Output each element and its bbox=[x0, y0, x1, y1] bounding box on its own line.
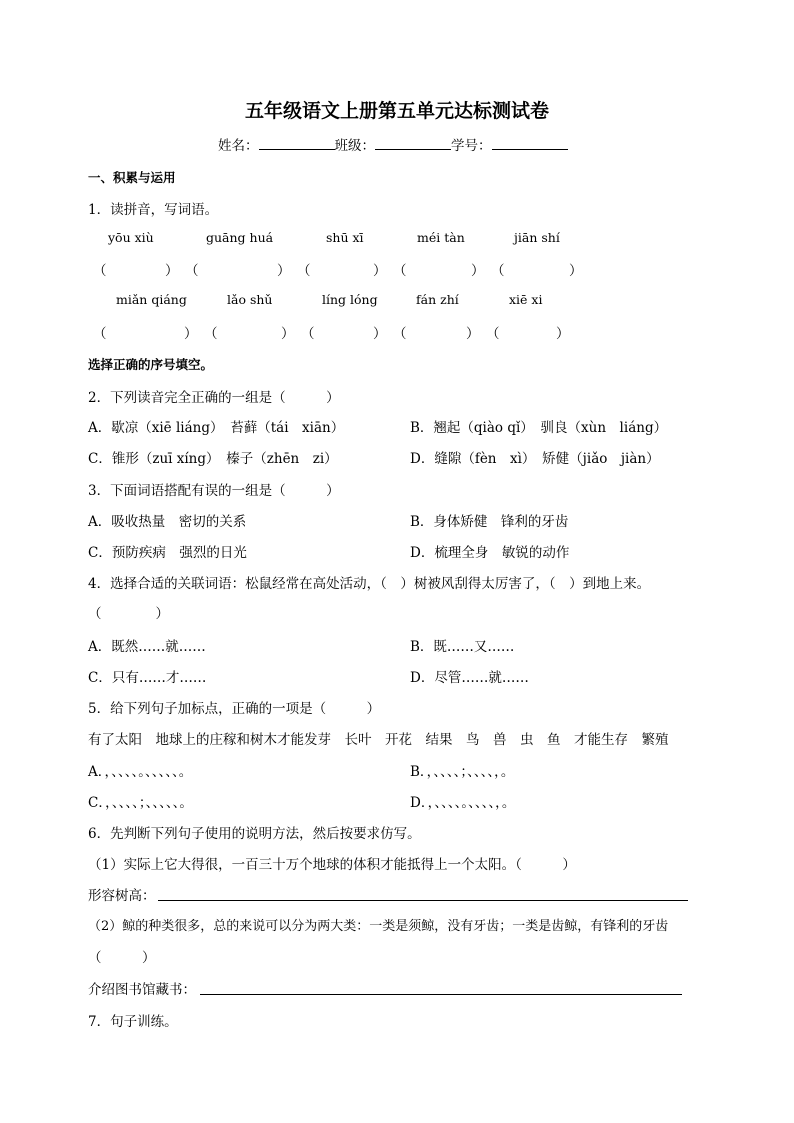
question-6-sentence-2: （2）鲸的种类很多，总的来说可以分为两大类：一类是须鲸，没有牙齿；一类是齿鲸，有锋利的牙齿 bbox=[88, 919, 669, 934]
class-label: 班级： bbox=[334, 138, 375, 154]
answer-bracket-open: （ bbox=[185, 263, 199, 279]
answer-bracket-open: （ bbox=[393, 263, 407, 279]
option-c: C．，、、、、；、、、、、。 bbox=[88, 795, 193, 811]
answer-bracket-close: ） bbox=[471, 263, 485, 279]
pinyin: yōu xiù bbox=[108, 230, 154, 245]
option-d: D．梳理全身 敏锐的动作 bbox=[410, 545, 570, 561]
question-1-stem: 1．读拼音，写词语。 bbox=[88, 202, 219, 218]
answer-bracket-open: （ bbox=[301, 326, 315, 342]
question-4-stem: 4．选择合适的关联词语：松鼠经常在高处活动，（ ）树被风刮得太厉害了，（ ）到地上来。 bbox=[88, 576, 651, 592]
pinyin: lǎo shǔ bbox=[227, 292, 273, 307]
answer-bracket-close: ） bbox=[556, 326, 570, 342]
option-b: B．翘起（qiào qǐ） 驯良（xùn liáng） bbox=[410, 420, 668, 436]
answer-bracket-open: （ bbox=[486, 326, 500, 342]
id-label: 学号： bbox=[451, 138, 492, 154]
answer-bracket-close: ） bbox=[373, 326, 387, 342]
section-heading: 一、积累与运用 bbox=[88, 170, 176, 185]
answer-bracket-open: （ bbox=[393, 326, 407, 342]
option-d: D．，、、、、。、、、、，。 bbox=[410, 795, 516, 811]
pinyin: xiē xi bbox=[509, 292, 543, 307]
question-6-sentence-1: （1）实际上它大得很，一百三十万个地球的体积才能抵得上一个太阳。（ ） bbox=[88, 857, 576, 873]
option-b: B．，、、、、；、、、、，。 bbox=[410, 764, 515, 780]
option-c: C．只有……才…… bbox=[88, 670, 207, 686]
question-3-stem: 3．下面词语搭配有误的一组是（ ） bbox=[88, 483, 340, 499]
page-title: 五年级语文上册第五单元达标测试卷 bbox=[244, 100, 549, 122]
pinyin: jiān shí bbox=[514, 230, 560, 245]
option-a: A．吸收热量 密切的关系 bbox=[88, 514, 247, 530]
answer-bracket-close: ） bbox=[569, 263, 583, 279]
instruction-heading: 选择正确的序号填空。 bbox=[88, 357, 214, 372]
question-6-stem: 6．先判断下列句子使用的说明方法，然后按要求仿写。 bbox=[88, 826, 421, 842]
answer-bracket-close: ） bbox=[184, 326, 198, 342]
pinyin: miǎn qiáng bbox=[116, 292, 187, 307]
id-field[interactable] bbox=[492, 135, 568, 150]
option-a: A．，、、、、。、、、、、。 bbox=[88, 764, 193, 780]
name-field[interactable] bbox=[259, 135, 335, 150]
option-d: D．尽管……就…… bbox=[410, 670, 529, 686]
answer-bracket-open: （ bbox=[491, 263, 505, 279]
answer-bracket-close: ） bbox=[281, 326, 295, 342]
pinyin: guāng huá bbox=[206, 230, 274, 245]
imitation-prompt: 形容树高： bbox=[88, 888, 156, 904]
question-2-stem: 2．下列读音完全正确的一组是（ ） bbox=[88, 390, 340, 406]
option-b: B．身体矫健 锋利的牙齿 bbox=[410, 514, 569, 530]
answer-blank: （ ） bbox=[88, 950, 156, 966]
option-c: C．预防疾病 强烈的日光 bbox=[88, 545, 247, 561]
option-a: A．既然……就…… bbox=[88, 639, 206, 655]
answer-line[interactable] bbox=[200, 994, 682, 995]
answer-line[interactable] bbox=[158, 900, 688, 901]
answer-bracket-close: ） bbox=[165, 263, 179, 279]
imitation-prompt: 介绍图书馆藏书： bbox=[88, 982, 196, 998]
answer-bracket-open: （ bbox=[93, 326, 107, 342]
answer-blank: （ ） bbox=[88, 606, 169, 622]
pinyin: fán zhí bbox=[416, 292, 459, 307]
answer-bracket-close: ） bbox=[373, 263, 387, 279]
answer-bracket-open: （ bbox=[93, 263, 107, 279]
answer-bracket-close: ） bbox=[466, 326, 480, 342]
answer-bracket-open: （ bbox=[204, 326, 218, 342]
name-label: 姓名： bbox=[218, 138, 259, 154]
pinyin: líng lóng bbox=[322, 292, 378, 307]
option-a: A．歇凉（xiē liáng） 苔藓（tái xiān） bbox=[88, 420, 345, 436]
student-info-line bbox=[218, 134, 568, 154]
answer-bracket-open: （ bbox=[297, 263, 311, 279]
question-5-stem: 5．给下列句子加标点，正确的一项是（ ） bbox=[88, 701, 381, 717]
option-d: D．缝隙（fèn xì） 矫健（jiǎo jiàn） bbox=[410, 451, 660, 467]
question-7-stem: 7．句子训练。 bbox=[88, 1014, 178, 1030]
pinyin: méi tàn bbox=[417, 230, 465, 245]
pinyin: shū xī bbox=[326, 230, 364, 245]
answer-bracket-close: ） bbox=[277, 263, 291, 279]
option-c: C．锥形（zuī xíng） 榛子（zhēn zi） bbox=[88, 451, 338, 467]
class-field[interactable] bbox=[375, 135, 451, 150]
question-5-sentence: 有了太阳 地球上的庄稼和树木才能发芽 长叶 开花 结果 鸟 兽 虫 鱼 才能生存 繁殖 bbox=[88, 732, 669, 748]
option-b: B．既……又…… bbox=[410, 639, 515, 655]
